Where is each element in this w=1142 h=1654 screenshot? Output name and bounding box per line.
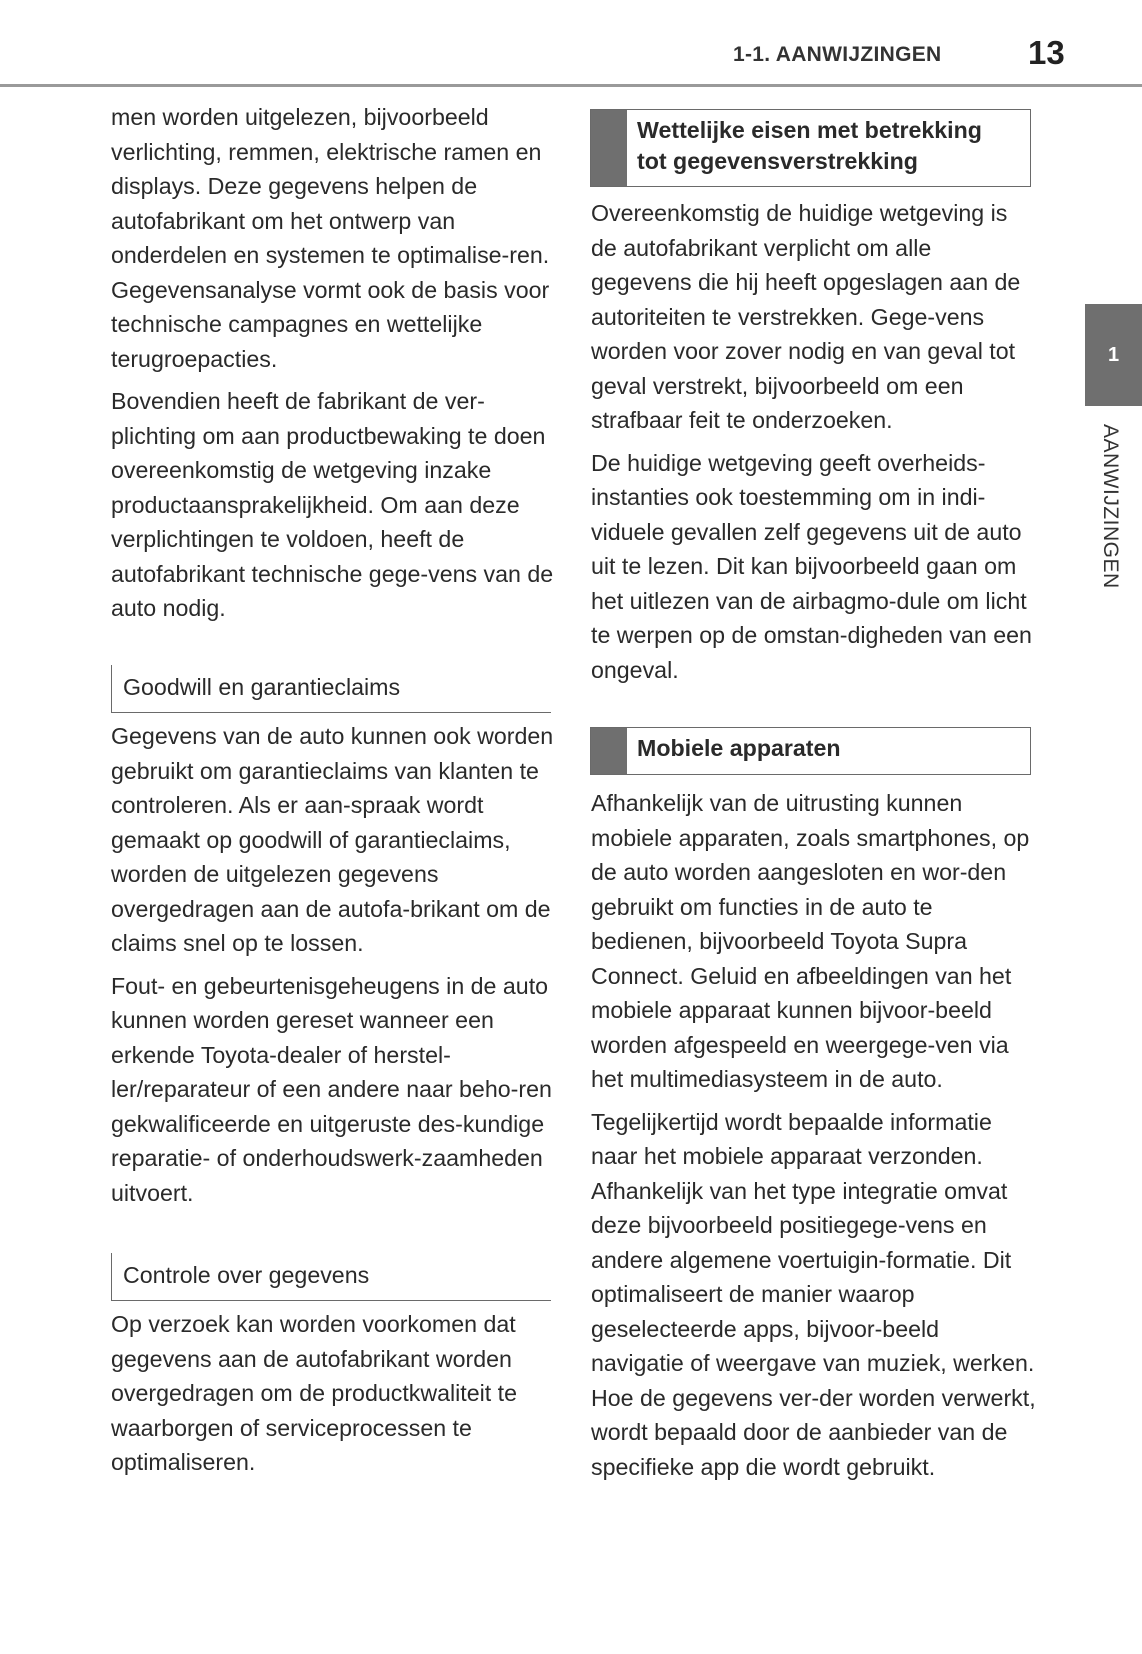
header-divider bbox=[0, 84, 1142, 87]
page-number: 13 bbox=[1028, 34, 1065, 71]
paragraph: Gegevens van de auto kunnen ook worden gebruikt om garantieclaims van klanten te controleren. Als er aan-spraak wordt gemaakt op goodwill of garantieclaims, worden de uitgelezen gegevens overgedragen aan de autofa-brikant om de claims snel op te lossen. bbox=[111, 723, 554, 956]
paragraph: De huidige wetgeving geeft overheids-instanties ook toestemming om in indi-viduele gevallen zelf gegevens uit de auto uit te lezen. Dit kan bijvoorbeeld gaan om het uitlezen van de airbagmo-dule om licht te werpen op de omstan-digheden van een ongeval. bbox=[591, 449, 1032, 683]
paragraph: Bovendien heeft de fabrikant de ver-plichting om aan productbewaking te doen overeenkomstig de wetgeving inzake productaansprakelijkheid. Om aan deze verplichtingen te voldoen, heeft de autofabrikant technische gege-vens van de auto nodig. bbox=[111, 388, 554, 621]
left-column-middle bbox=[111, 719, 556, 1218]
heading-marker bbox=[591, 728, 627, 774]
paragraph: Op verzoek kan worden voorkomen dat gegevens aan de autofabrikant worden overgedragen om de productkwaliteit te waarborgen of serviceprocessen te optimaliseren. bbox=[111, 1311, 518, 1475]
chapter-tab: 1 bbox=[1085, 304, 1142, 406]
left-column-bottom bbox=[111, 1307, 556, 1488]
heading-label: Wettelijke eisen met betrekking tot gegevensverstrekking bbox=[637, 117, 982, 174]
heading-label: Mobiele apparaten bbox=[637, 735, 841, 761]
paragraph: Fout- en gebeurtenisgeheugens in de auto kunnen worden gereset wanneer een erkende Toyota-dealer of herstel-ler/reparateur of een andere naar beho-ren gekwalificeerde en uitgeruste des-kundige reparatie- of onderhoudswerk-zaamheden uitvoert. bbox=[111, 972, 552, 1206]
heading-marker bbox=[591, 110, 627, 186]
paragraph: Afhankelijk van de uitrusting kunnen mobiele apparaten, zoals smartphones, op de auto worden aangesloten en wor-den gebruikt om functies in de auto te bedienen, bijvoorbeeld Toyota Supra Connect. Geluid en afbeeldingen van het mobiele apparaat kunnen bijvoor-beeld worden afgespeeld en weergege-ven via het multimediasysteem in de auto. bbox=[591, 790, 1030, 1092]
section-heading-legal bbox=[590, 109, 1031, 187]
right-column-bottom bbox=[591, 786, 1036, 1492]
section-heading-mobile bbox=[590, 727, 1031, 775]
subheading-data-control: Controle over gegevens bbox=[111, 1253, 551, 1301]
subheading-goodwill: Goodwill en garantieclaims bbox=[111, 665, 551, 713]
right-column bbox=[591, 196, 1036, 695]
paragraph: Tegelijkertijd wordt bepaalde informatie naar het mobiele apparaat verzonden. Afhankelijk van het type integratie omvat deze bijvoorbeeld positiegege-vens en andere algemene voertuigin-formatie. Dit optimaliseert de manier waarop geselecteerde apps, bijvoor-beeld navigatie of weergave van muziek, werken. Hoe de gegevens ver-der worden verwerkt, wordt bepaald door de aanbieder van de specifieke app die wordt gebruikt. bbox=[591, 1108, 1036, 1480]
chapter-label: AANWIJZINGEN bbox=[1099, 424, 1122, 589]
paragraph: men worden uitgelezen, bijvoorbeeld verlichting, remmen, elektrische ramen en displays. Deze gegevens helpen de autofabrikant om het ontwerp van onderdelen en systemen te optimalise-ren. Gegevensanalyse vormt ook de basis voor technische campagnes en wettelijke terugroepacties. bbox=[111, 104, 550, 372]
paragraph: Overeenkomstig de huidige wetgeving is de autofabrikant verplicht om alle gegevens die hij heeft opgeslagen aan de autoriteiten te verstrekken. Gege-vens worden voor zover nodig en van geval tot geval verstrekt, bijvoorbeeld om een strafbaar feit te onderzoeken. bbox=[591, 200, 1021, 433]
section-title: 1-1. AANWIJZINGEN bbox=[733, 43, 942, 66]
left-column bbox=[111, 100, 556, 634]
